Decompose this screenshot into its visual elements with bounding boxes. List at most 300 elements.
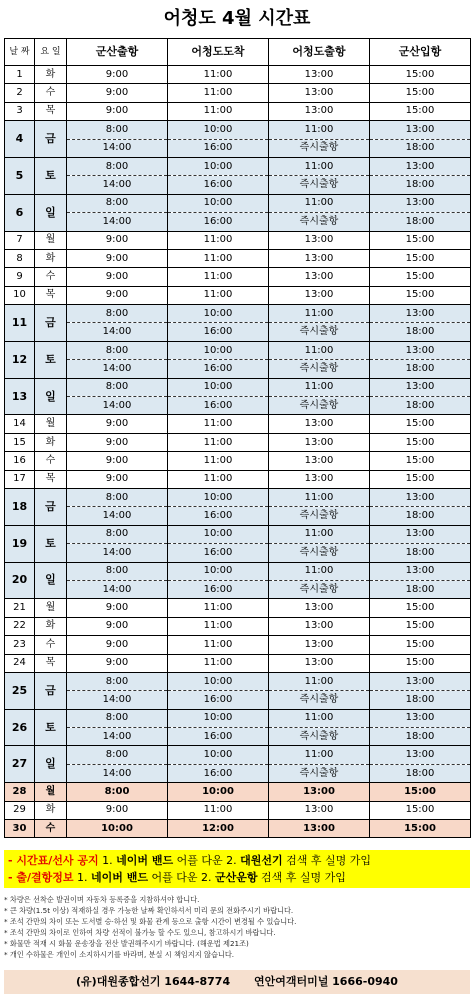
cell-gunsan-arrive: 15:00 <box>370 801 471 819</box>
cell-gunsan-depart: 9:00 <box>67 415 168 433</box>
notice-emphasis: 군산운항 <box>215 871 258 884</box>
cell-eocheongdo-depart: 13:00 <box>269 452 370 470</box>
cell-date: 9 <box>5 268 35 286</box>
table-row <box>5 507 471 525</box>
cell-eocheongdo-depart: 11:00 <box>269 746 370 764</box>
cell-gunsan-depart: 14:00 <box>67 691 168 709</box>
cell-gunsan-depart: 8:00 <box>67 157 168 175</box>
cell-eocheongdo-depart: 즉시출항 <box>269 580 370 598</box>
notice-line-operation <box>8 869 466 886</box>
cell-eocheongdo-arrive: 11:00 <box>168 249 269 267</box>
cell-eocheongdo-arrive: 11:00 <box>168 452 269 470</box>
cell-date: 16 <box>5 452 35 470</box>
cell-eocheongdo-depart: 11:00 <box>269 305 370 323</box>
cell-gunsan-arrive: 18:00 <box>370 397 471 415</box>
cell-gunsan-arrive: 15:00 <box>370 470 471 488</box>
cell-date: 17 <box>5 470 35 488</box>
cell-gunsan-depart: 8:00 <box>67 672 168 690</box>
cell-weekday: 월 <box>35 231 67 249</box>
cell-gunsan-arrive: 18:00 <box>370 580 471 598</box>
cell-gunsan-depart: 14:00 <box>67 397 168 415</box>
cell-gunsan-depart: 9:00 <box>67 636 168 654</box>
notice-text: 1. <box>98 854 117 867</box>
cell-weekday: 수 <box>35 268 67 286</box>
cell-gunsan-depart: 8:00 <box>67 783 168 801</box>
notice-text: 어플 다운 2. <box>173 854 241 867</box>
cell-date: 28 <box>5 783 35 801</box>
table-row <box>5 709 471 727</box>
cell-gunsan-depart: 8:00 <box>67 709 168 727</box>
cell-gunsan-arrive: 15:00 <box>370 452 471 470</box>
cell-date: 4 <box>5 121 35 158</box>
cell-eocheongdo-depart: 11:00 <box>269 378 370 396</box>
cell-date: 29 <box>5 801 35 819</box>
cell-gunsan-arrive: 15:00 <box>370 66 471 84</box>
cell-gunsan-depart: 9:00 <box>67 231 168 249</box>
cell-gunsan-depart: 9:00 <box>67 617 168 635</box>
cell-eocheongdo-arrive: 10:00 <box>168 525 269 543</box>
table-row <box>5 599 471 617</box>
cell-date: 23 <box>5 636 35 654</box>
table-row <box>5 525 471 543</box>
cell-eocheongdo-arrive: 10:00 <box>168 746 269 764</box>
cell-gunsan-arrive: 13:00 <box>370 709 471 727</box>
cell-gunsan-depart: 14:00 <box>67 213 168 231</box>
cell-gunsan-arrive: 15:00 <box>370 231 471 249</box>
cell-weekday: 월 <box>35 599 67 617</box>
cell-eocheongdo-depart: 13:00 <box>269 599 370 617</box>
table-row <box>5 139 471 157</box>
cell-gunsan-arrive: 13:00 <box>370 305 471 323</box>
cell-gunsan-depart: 8:00 <box>67 305 168 323</box>
cell-weekday: 화 <box>35 617 67 635</box>
cell-eocheongdo-arrive: 11:00 <box>168 617 269 635</box>
cell-eocheongdo-arrive: 10:00 <box>168 672 269 690</box>
cell-weekday: 수 <box>35 636 67 654</box>
cell-eocheongdo-depart: 13:00 <box>269 783 370 801</box>
cell-date: 18 <box>5 488 35 525</box>
notes-list <box>4 894 470 960</box>
page-title: 어청도 4월 시간표 <box>163 8 311 29</box>
table-row <box>5 249 471 267</box>
cell-eocheongdo-arrive: 16:00 <box>168 728 269 746</box>
table-row <box>5 360 471 378</box>
cell-eocheongdo-arrive: 11:00 <box>168 66 269 84</box>
cell-eocheongdo-depart: 13:00 <box>269 102 370 120</box>
cell-eocheongdo-depart: 13:00 <box>269 617 370 635</box>
cell-weekday: 일 <box>35 194 67 231</box>
cell-date: 7 <box>5 231 35 249</box>
table-row <box>5 654 471 672</box>
table-row <box>5 488 471 506</box>
table-row <box>5 801 471 819</box>
table-row <box>5 820 471 838</box>
notice-text: 검색 후 실명 가입 <box>257 871 346 884</box>
cell-weekday: 목 <box>35 286 67 304</box>
table-row <box>5 617 471 635</box>
cell-eocheongdo-depart: 11:00 <box>269 525 370 543</box>
cell-weekday: 화 <box>35 66 67 84</box>
cell-eocheongdo-arrive: 16:00 <box>168 360 269 378</box>
cell-gunsan-arrive: 13:00 <box>370 341 471 359</box>
table-row <box>5 194 471 212</box>
cell-gunsan-depart: 14:00 <box>67 764 168 782</box>
table-row <box>5 636 471 654</box>
cell-eocheongdo-arrive: 10:00 <box>168 783 269 801</box>
table-row <box>5 764 471 782</box>
notice-emphasis: 네이버 밴드 <box>116 854 174 867</box>
notice-text: 검색 후 실명 가입 <box>282 854 371 867</box>
table-row <box>5 213 471 231</box>
cell-weekday: 금 <box>35 488 67 525</box>
cell-eocheongdo-arrive: 11:00 <box>168 286 269 304</box>
table-row <box>5 470 471 488</box>
cell-gunsan-arrive: 15:00 <box>370 654 471 672</box>
table-row <box>5 121 471 139</box>
table-row <box>5 562 471 580</box>
cell-gunsan-depart: 9:00 <box>67 433 168 451</box>
cell-eocheongdo-depart: 13:00 <box>269 801 370 819</box>
cell-eocheongdo-arrive: 11:00 <box>168 433 269 451</box>
cell-eocheongdo-arrive: 16:00 <box>168 544 269 562</box>
cell-gunsan-depart: 9:00 <box>67 268 168 286</box>
cell-eocheongdo-depart: 즉시출항 <box>269 323 370 341</box>
cell-date: 11 <box>5 305 35 342</box>
cell-eocheongdo-arrive: 10:00 <box>168 562 269 580</box>
cell-eocheongdo-arrive: 10:00 <box>168 709 269 727</box>
cell-gunsan-depart: 9:00 <box>67 249 168 267</box>
cell-gunsan-depart: 8:00 <box>67 341 168 359</box>
table-row <box>5 157 471 175</box>
notice-prefix: - 출/결항정보 <box>8 871 74 884</box>
cell-gunsan-depart: 14:00 <box>67 323 168 341</box>
cell-weekday: 토 <box>35 709 67 746</box>
note-item: * 차량은 선착순 발권이며 자동차 등록증을 지참하셔야 합니다. <box>4 895 200 904</box>
table-row <box>5 102 471 120</box>
header-gunsan-arrive: 군산입항 <box>370 39 471 66</box>
cell-gunsan-depart: 8:00 <box>67 525 168 543</box>
notice-text: 1. <box>73 871 92 884</box>
cell-gunsan-depart: 8:00 <box>67 562 168 580</box>
cell-eocheongdo-depart: 11:00 <box>269 709 370 727</box>
cell-gunsan-arrive: 13:00 <box>370 525 471 543</box>
cell-weekday: 목 <box>35 654 67 672</box>
cell-date: 8 <box>5 249 35 267</box>
schedule-body <box>5 66 471 838</box>
table-row <box>5 691 471 709</box>
notice-text: 어플 다운 2. <box>148 871 216 884</box>
table-row <box>5 231 471 249</box>
cell-gunsan-depart: 9:00 <box>67 801 168 819</box>
cell-gunsan-depart: 9:00 <box>67 470 168 488</box>
cell-gunsan-depart: 8:00 <box>67 121 168 139</box>
cell-eocheongdo-depart: 즉시출항 <box>269 507 370 525</box>
header-gunsan-depart: 군산출항 <box>67 39 168 66</box>
footer-contact <box>4 970 470 994</box>
cell-gunsan-arrive: 15:00 <box>370 783 471 801</box>
cell-gunsan-arrive: 15:00 <box>370 433 471 451</box>
cell-gunsan-depart: 9:00 <box>67 452 168 470</box>
cell-eocheongdo-depart: 11:00 <box>269 194 370 212</box>
cell-gunsan-depart: 14:00 <box>67 728 168 746</box>
cell-gunsan-depart: 14:00 <box>67 507 168 525</box>
cell-eocheongdo-depart: 13:00 <box>269 415 370 433</box>
cell-gunsan-arrive: 18:00 <box>370 764 471 782</box>
table-row <box>5 415 471 433</box>
cell-weekday: 토 <box>35 341 67 378</box>
cell-gunsan-depart: 9:00 <box>67 102 168 120</box>
cell-gunsan-depart: 8:00 <box>67 194 168 212</box>
notice-emphasis: 대원선기 <box>240 854 283 867</box>
cell-eocheongdo-arrive: 12:00 <box>168 820 269 838</box>
cell-eocheongdo-arrive: 10:00 <box>168 305 269 323</box>
footer-contact-terminal: 연안여객터미널 1666-0940 <box>253 975 398 988</box>
cell-gunsan-depart: 14:00 <box>67 139 168 157</box>
cell-gunsan-arrive: 13:00 <box>370 672 471 690</box>
cell-eocheongdo-arrive: 10:00 <box>168 194 269 212</box>
cell-eocheongdo-depart: 13:00 <box>269 286 370 304</box>
cell-eocheongdo-depart: 즉시출항 <box>269 764 370 782</box>
cell-gunsan-arrive: 13:00 <box>370 157 471 175</box>
table-row <box>5 66 471 84</box>
cell-eocheongdo-depart: 즉시출항 <box>269 360 370 378</box>
cell-eocheongdo-depart: 11:00 <box>269 157 370 175</box>
schedule-table <box>4 38 471 838</box>
cell-date: 12 <box>5 341 35 378</box>
cell-gunsan-arrive: 15:00 <box>370 249 471 267</box>
cell-eocheongdo-arrive: 16:00 <box>168 139 269 157</box>
cell-date: 14 <box>5 415 35 433</box>
cell-eocheongdo-depart: 즉시출항 <box>269 544 370 562</box>
header-date: 날 짜 <box>5 39 35 66</box>
table-row <box>5 84 471 102</box>
cell-weekday: 화 <box>35 801 67 819</box>
cell-eocheongdo-arrive: 11:00 <box>168 654 269 672</box>
cell-eocheongdo-depart: 13:00 <box>269 249 370 267</box>
cell-date: 5 <box>5 157 35 194</box>
cell-gunsan-depart: 14:00 <box>67 580 168 598</box>
cell-gunsan-arrive: 18:00 <box>370 360 471 378</box>
cell-eocheongdo-arrive: 11:00 <box>168 470 269 488</box>
cell-gunsan-depart: 14:00 <box>67 544 168 562</box>
cell-weekday: 일 <box>35 562 67 599</box>
cell-gunsan-arrive: 18:00 <box>370 691 471 709</box>
header-eocheongdo-depart: 어청도출항 <box>269 39 370 66</box>
cell-eocheongdo-arrive: 16:00 <box>168 764 269 782</box>
cell-weekday: 화 <box>35 249 67 267</box>
cell-date: 22 <box>5 617 35 635</box>
cell-eocheongdo-depart: 11:00 <box>269 341 370 359</box>
cell-eocheongdo-depart: 11:00 <box>269 562 370 580</box>
cell-gunsan-arrive: 15:00 <box>370 820 471 838</box>
cell-date: 6 <box>5 194 35 231</box>
cell-eocheongdo-depart: 13:00 <box>269 84 370 102</box>
table-row <box>5 341 471 359</box>
cell-gunsan-arrive: 18:00 <box>370 323 471 341</box>
cell-eocheongdo-arrive: 11:00 <box>168 268 269 286</box>
notice-emphasis: 네이버 밴드 <box>91 871 149 884</box>
cell-weekday: 목 <box>35 102 67 120</box>
cell-gunsan-arrive: 15:00 <box>370 415 471 433</box>
cell-gunsan-arrive: 13:00 <box>370 746 471 764</box>
cell-gunsan-arrive: 15:00 <box>370 636 471 654</box>
cell-gunsan-arrive: 15:00 <box>370 599 471 617</box>
cell-gunsan-arrive: 13:00 <box>370 562 471 580</box>
cell-date: 10 <box>5 286 35 304</box>
cell-date: 24 <box>5 654 35 672</box>
cell-eocheongdo-arrive: 10:00 <box>168 488 269 506</box>
cell-eocheongdo-depart: 13:00 <box>269 268 370 286</box>
cell-date: 2 <box>5 84 35 102</box>
cell-weekday: 금 <box>35 672 67 709</box>
cell-eocheongdo-depart: 13:00 <box>269 433 370 451</box>
cell-gunsan-arrive: 13:00 <box>370 121 471 139</box>
cell-gunsan-arrive: 15:00 <box>370 617 471 635</box>
cell-date: 13 <box>5 378 35 415</box>
table-row <box>5 323 471 341</box>
cell-gunsan-arrive: 13:00 <box>370 488 471 506</box>
cell-eocheongdo-arrive: 16:00 <box>168 176 269 194</box>
note-item: * 큰 차량(1.5t 이상) 적재하실 경우 가능한 날짜 확인하셔서 미리 문의 전화주시기 바랍니다. <box>4 906 294 915</box>
table-row <box>5 783 471 801</box>
cell-eocheongdo-arrive: 10:00 <box>168 121 269 139</box>
cell-eocheongdo-arrive: 16:00 <box>168 323 269 341</box>
cell-weekday: 토 <box>35 525 67 562</box>
cell-eocheongdo-arrive: 16:00 <box>168 580 269 598</box>
table-row <box>5 305 471 323</box>
header-eocheongdo-arrive: 어청도도착 <box>168 39 269 66</box>
cell-gunsan-arrive: 18:00 <box>370 213 471 231</box>
cell-eocheongdo-depart: 11:00 <box>269 488 370 506</box>
table-row <box>5 176 471 194</box>
cell-weekday: 수 <box>35 452 67 470</box>
notice-line-schedule <box>8 852 466 869</box>
cell-eocheongdo-arrive: 11:00 <box>168 102 269 120</box>
table-row <box>5 746 471 764</box>
cell-gunsan-arrive: 15:00 <box>370 84 471 102</box>
cell-gunsan-depart: 8:00 <box>67 378 168 396</box>
cell-gunsan-depart: 9:00 <box>67 84 168 102</box>
table-row <box>5 433 471 451</box>
cell-eocheongdo-arrive: 10:00 <box>168 341 269 359</box>
cell-date: 25 <box>5 672 35 709</box>
cell-eocheongdo-depart: 13:00 <box>269 231 370 249</box>
table-row <box>5 397 471 415</box>
cell-gunsan-depart: 8:00 <box>67 746 168 764</box>
cell-eocheongdo-arrive: 11:00 <box>168 84 269 102</box>
cell-weekday: 월 <box>35 783 67 801</box>
table-row <box>5 728 471 746</box>
cell-eocheongdo-depart: 11:00 <box>269 672 370 690</box>
cell-date: 19 <box>5 525 35 562</box>
cell-weekday: 일 <box>35 378 67 415</box>
cell-eocheongdo-arrive: 16:00 <box>168 397 269 415</box>
cell-date: 3 <box>5 102 35 120</box>
table-row <box>5 286 471 304</box>
table-header-row <box>5 39 471 66</box>
note-item: * 화물만 적재 시 화물 운송장을 전산 발권해주시기 바랍니다. (해운법 제21조) <box>4 939 249 948</box>
cell-eocheongdo-depart: 즉시출항 <box>269 691 370 709</box>
cell-weekday: 수 <box>35 84 67 102</box>
cell-eocheongdo-arrive: 11:00 <box>168 231 269 249</box>
cell-gunsan-depart: 8:00 <box>67 488 168 506</box>
cell-gunsan-arrive: 18:00 <box>370 728 471 746</box>
cell-gunsan-arrive: 18:00 <box>370 176 471 194</box>
table-row <box>5 268 471 286</box>
table-row <box>5 378 471 396</box>
cell-eocheongdo-arrive: 16:00 <box>168 691 269 709</box>
table-row <box>5 672 471 690</box>
cell-gunsan-arrive: 18:00 <box>370 507 471 525</box>
cell-gunsan-arrive: 13:00 <box>370 378 471 396</box>
cell-weekday: 수 <box>35 820 67 838</box>
cell-eocheongdo-arrive: 11:00 <box>168 599 269 617</box>
table-row <box>5 580 471 598</box>
cell-eocheongdo-arrive: 10:00 <box>168 378 269 396</box>
cell-weekday: 금 <box>35 121 67 158</box>
cell-gunsan-arrive: 13:00 <box>370 194 471 212</box>
cell-date: 30 <box>5 820 35 838</box>
cell-gunsan-arrive: 15:00 <box>370 286 471 304</box>
cell-date: 27 <box>5 746 35 783</box>
cell-weekday: 토 <box>35 157 67 194</box>
cell-gunsan-arrive: 15:00 <box>370 268 471 286</box>
cell-date: 26 <box>5 709 35 746</box>
cell-eocheongdo-arrive: 11:00 <box>168 415 269 433</box>
cell-gunsan-depart: 14:00 <box>67 360 168 378</box>
cell-gunsan-arrive: 15:00 <box>370 102 471 120</box>
note-item: * 개인 수하물은 개인이 소지하시기를 바라며, 분실 시 책임지지 않습니다. <box>4 950 235 959</box>
cell-gunsan-depart: 9:00 <box>67 286 168 304</box>
note-item: * 조석 간만의 차이 또는 도서별 승·하선 및 화물 관계 등으로 출항 시간이 변경될 수 있습니다. <box>4 917 297 926</box>
cell-weekday: 일 <box>35 746 67 783</box>
footer-contact-company: (유)대원종합선기 1644-8774 <box>76 975 231 988</box>
cell-eocheongdo-depart: 13:00 <box>269 636 370 654</box>
cell-date: 15 <box>5 433 35 451</box>
cell-gunsan-depart: 9:00 <box>67 66 168 84</box>
cell-gunsan-depart: 10:00 <box>67 820 168 838</box>
cell-date: 1 <box>5 66 35 84</box>
cell-date: 21 <box>5 599 35 617</box>
cell-eocheongdo-depart: 11:00 <box>269 121 370 139</box>
cell-eocheongdo-depart: 즉시출항 <box>269 397 370 415</box>
cell-gunsan-arrive: 18:00 <box>370 544 471 562</box>
cell-gunsan-arrive: 18:00 <box>370 139 471 157</box>
cell-weekday: 월 <box>35 415 67 433</box>
cell-eocheongdo-depart: 13:00 <box>269 654 370 672</box>
cell-eocheongdo-arrive: 16:00 <box>168 507 269 525</box>
cell-gunsan-depart: 14:00 <box>67 176 168 194</box>
header-weekday: 요 일 <box>35 39 67 66</box>
cell-eocheongdo-depart: 즉시출항 <box>269 213 370 231</box>
cell-eocheongdo-arrive: 11:00 <box>168 636 269 654</box>
cell-date: 20 <box>5 562 35 599</box>
table-row <box>5 452 471 470</box>
cell-eocheongdo-depart: 13:00 <box>269 470 370 488</box>
cell-weekday: 화 <box>35 433 67 451</box>
cell-eocheongdo-depart: 13:00 <box>269 820 370 838</box>
cell-eocheongdo-depart: 즉시출항 <box>269 176 370 194</box>
cell-eocheongdo-depart: 즉시출항 <box>269 139 370 157</box>
cell-weekday: 목 <box>35 470 67 488</box>
note-item: * 조석 간만의 차이로 인하여 차량 선적이 불가능 할 수도 있으니, 참고하시기 바랍니다. <box>4 928 276 937</box>
table-row <box>5 544 471 562</box>
notice-prefix: - 시간표/선사 공지 <box>8 854 99 867</box>
cell-gunsan-depart: 9:00 <box>67 654 168 672</box>
cell-eocheongdo-arrive: 11:00 <box>168 801 269 819</box>
cell-eocheongdo-arrive: 16:00 <box>168 213 269 231</box>
cell-weekday: 금 <box>35 305 67 342</box>
